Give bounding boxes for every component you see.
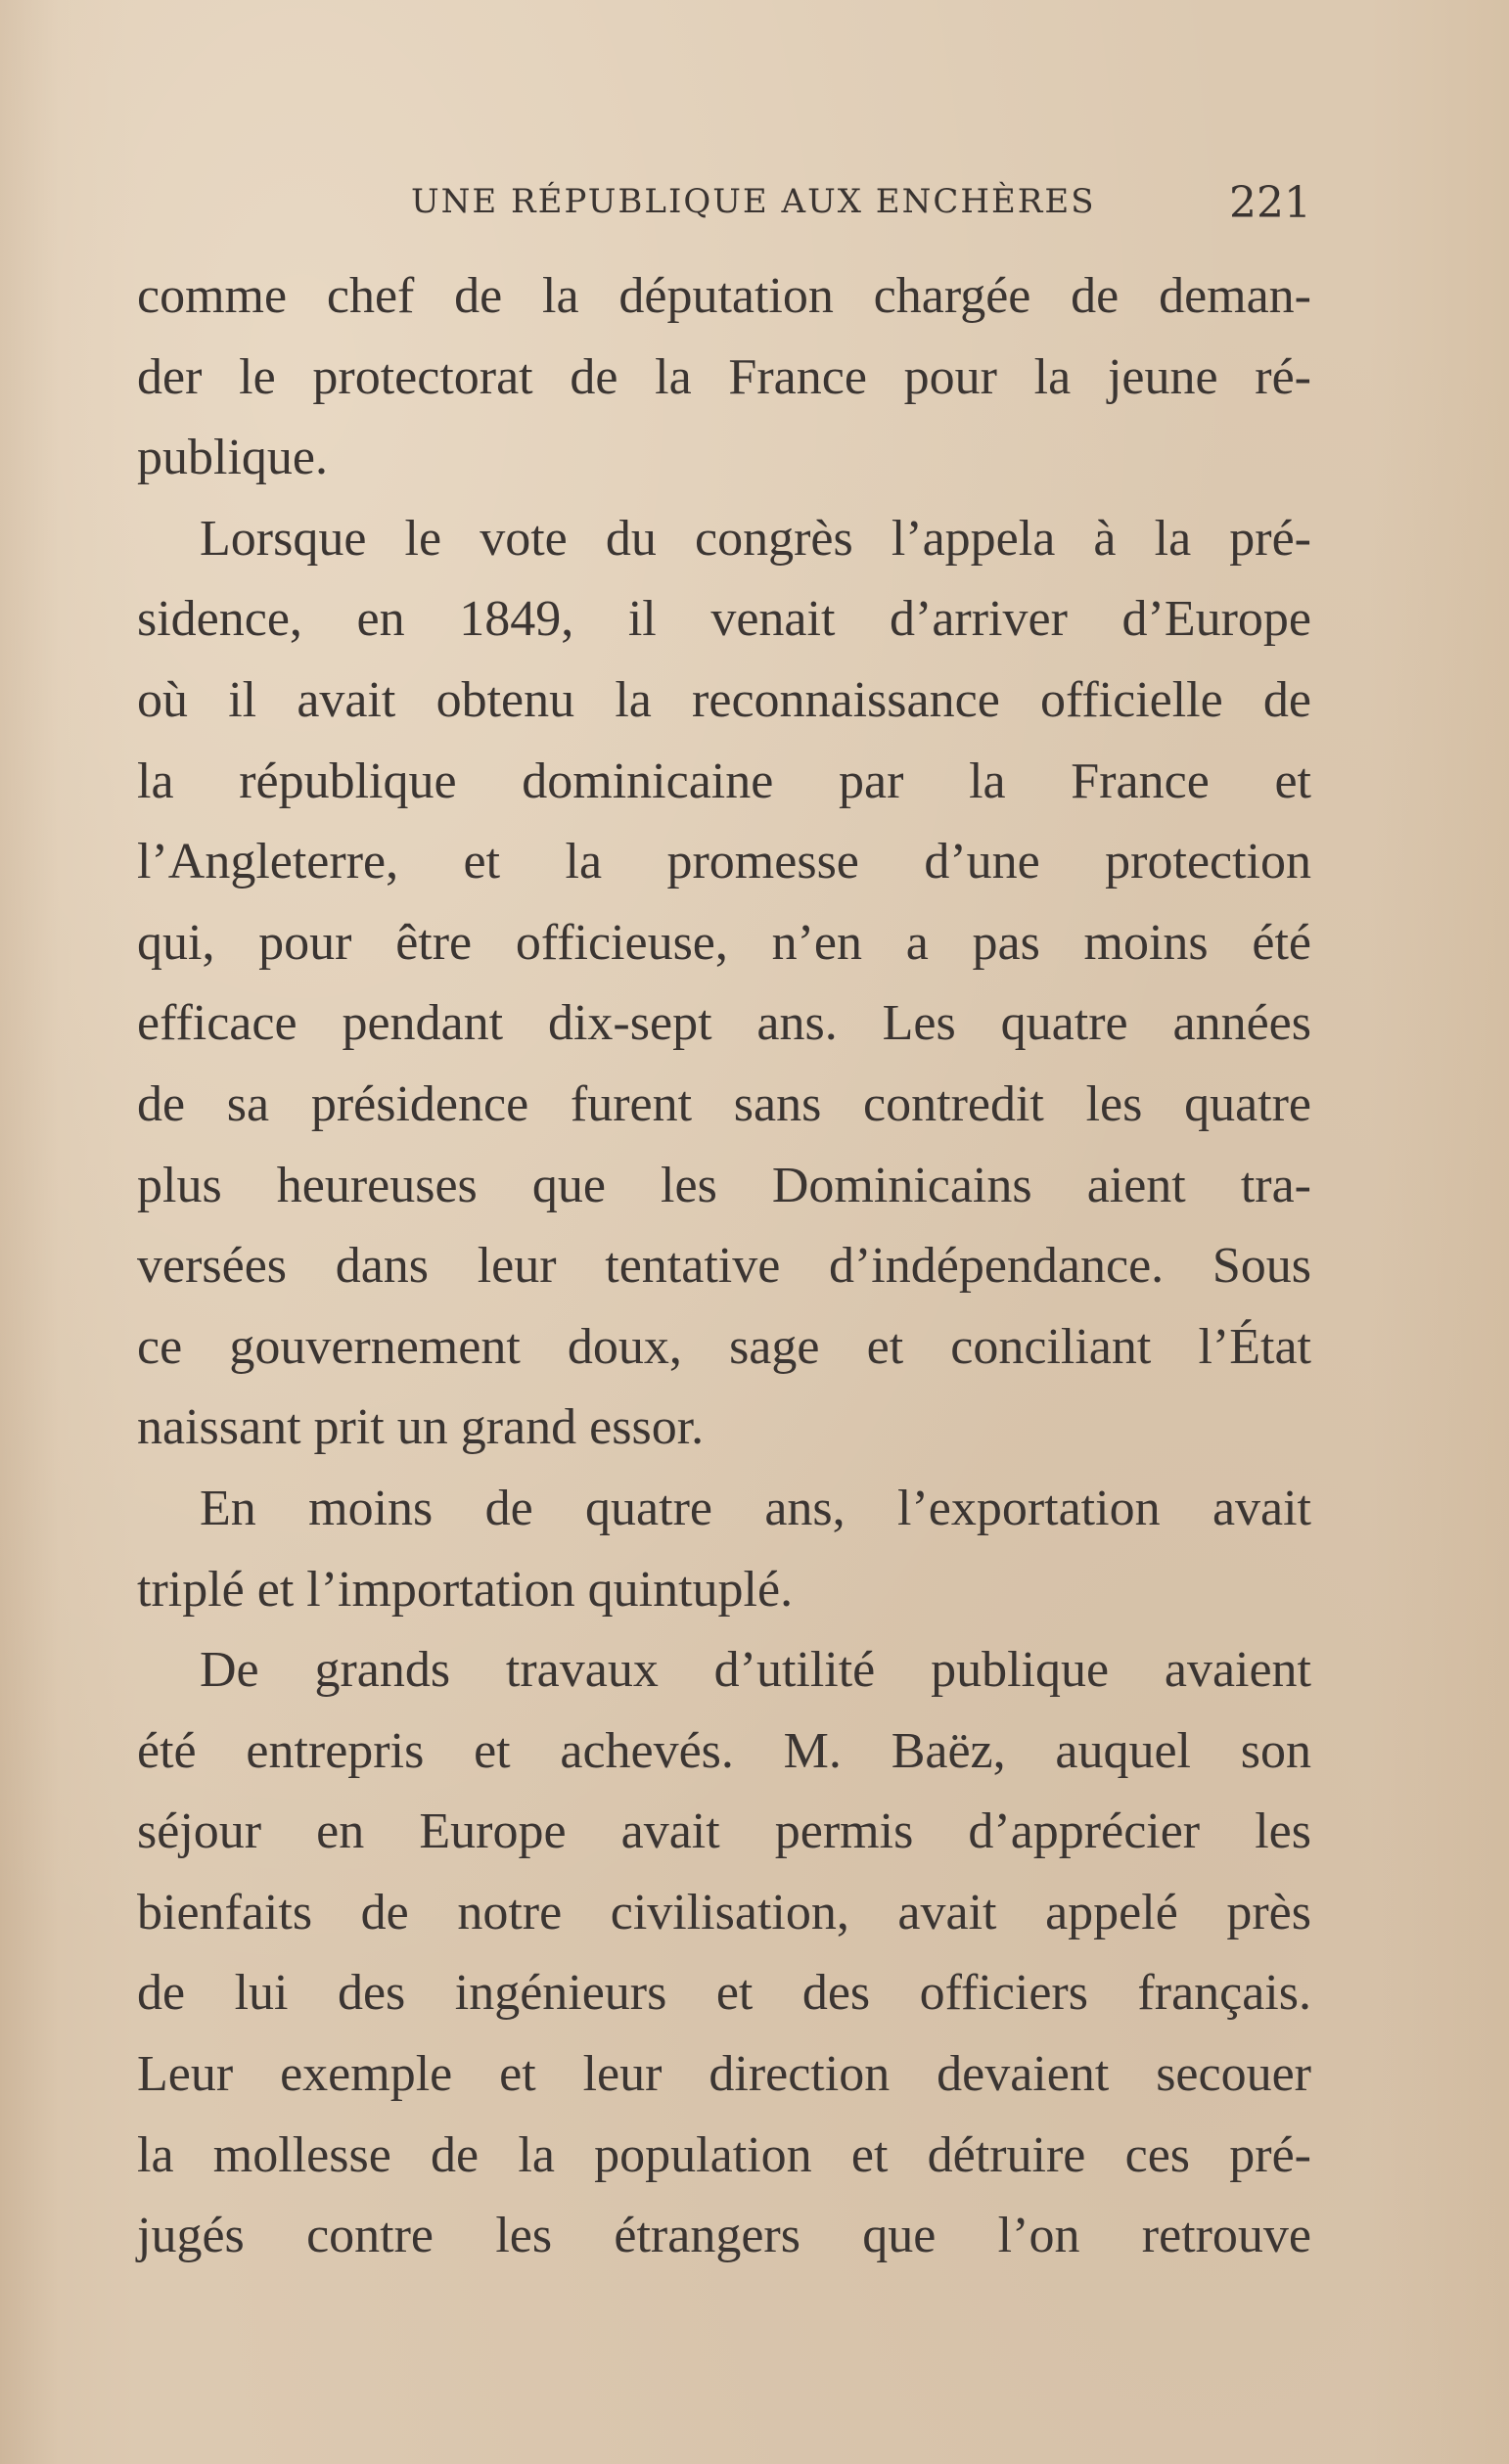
- text-line: qui, pour être officieuse, n’en a pas moins été: [137, 914, 1311, 971]
- text-line: De grands travaux d’utilité publique avaient: [200, 1642, 1311, 1699]
- text-line: ce gouvernement doux, sage et conciliant l’État: [137, 1318, 1311, 1375]
- text-line: comme chef de la députation chargée de deman-: [137, 268, 1311, 324]
- text-line: Leur exemple et leur direction devaient secouer: [137, 2046, 1311, 2103]
- text-line: jugés contre les étrangers que l’on retrouve: [137, 2208, 1311, 2264]
- text-line: où il avait obtenu la reconnaissance officielle de: [137, 671, 1311, 728]
- text-line: efficace pendant dix-sept ans. Les quatre années: [137, 995, 1311, 1052]
- text-line: de lui des ingénieurs et des officiers français.: [137, 1965, 1311, 2022]
- text-line: l’Angleterre, et la promesse d’une protection: [137, 834, 1311, 890]
- text-line: versées dans leur tentative d’indépendance. Sous: [137, 1238, 1311, 1295]
- text-line: En moins de quatre ans, l’exportation avait: [200, 1480, 1311, 1536]
- text-line: der le protectorat de la France pour la jeune ré-: [137, 348, 1311, 405]
- body-text: [137, 256, 1311, 2277]
- text-line: triplé et l’importation quintuplé.: [137, 1561, 794, 1618]
- running-head: [411, 178, 1311, 231]
- text-line: publique.: [137, 430, 328, 486]
- text-line: sidence, en 1849, il venait d’arriver d’Europe: [137, 591, 1311, 648]
- text-line: la république dominicaine par la France et: [137, 753, 1311, 809]
- text-line: de sa présidence furent sans contredit les quatre: [137, 1075, 1311, 1132]
- text-line: naissant prit un grand essor.: [137, 1399, 705, 1456]
- text-line: séjour en Europe avait permis d’apprécier les: [137, 1803, 1311, 1860]
- running-title: UNE RÉPUBLIQUE AUX ENCHÈRES: [411, 182, 1096, 221]
- page-number: 221: [1229, 178, 1311, 228]
- text-line: été entrepris et achevés. M. Baëz, auquel son: [137, 1722, 1311, 1779]
- text-line: Lorsque le vote du congrès l’appela à la pré-: [200, 510, 1311, 567]
- text-line: bienfaits de notre civilisation, avait appelé près: [137, 1884, 1311, 1940]
- text-line: la mollesse de la population et détruire ces pré-: [137, 2126, 1311, 2183]
- text-line: plus heureuses que les Dominicains aient tra-: [137, 1157, 1311, 1213]
